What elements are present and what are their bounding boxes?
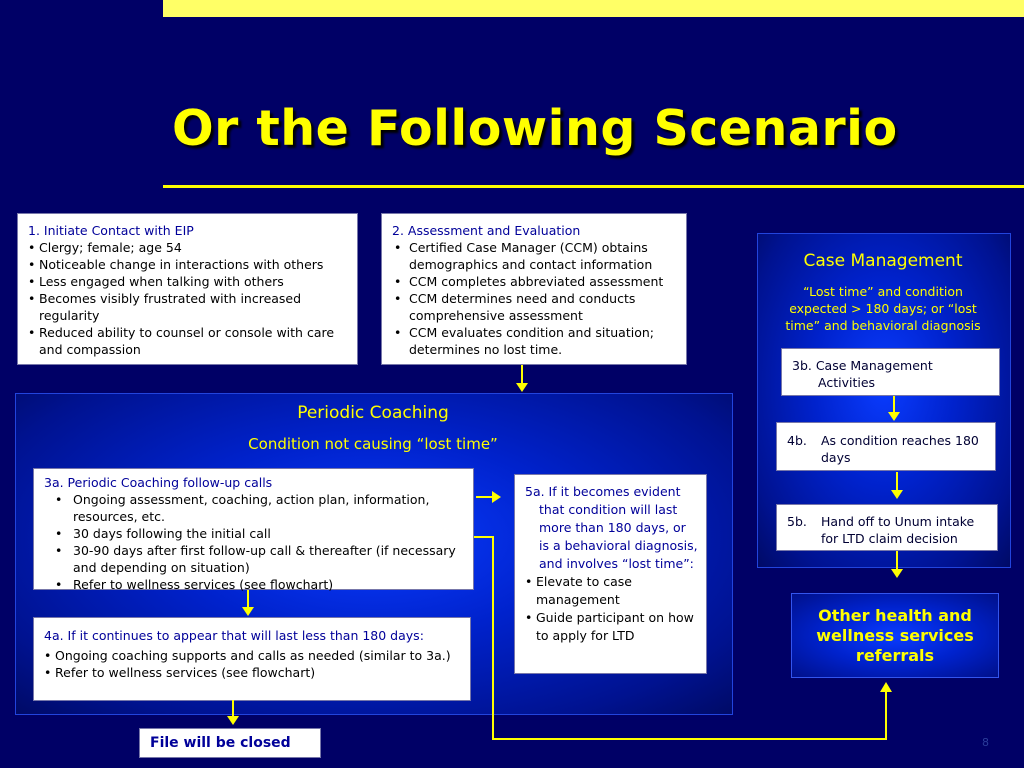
arrow-down-icon [241, 590, 255, 617]
file-closed-box [139, 728, 321, 758]
file-closed-label: File will be closed [150, 735, 291, 751]
list-item: • CCM determines need and conducts comprehensive assessment [392, 290, 678, 324]
case-management-activities-box [781, 348, 1000, 396]
elevate-box [514, 474, 707, 674]
condition-reaches-180-label: As condition reaches 180 days [821, 433, 979, 465]
assessment-list [392, 239, 678, 358]
initiate-contact-heading: 1. Initiate Contact with EIP [28, 223, 194, 238]
periodic-coaching-calls-heading: 3a. Periodic Coaching follow-up calls [44, 475, 273, 490]
less-than-180-days-box [33, 617, 471, 701]
initiate-contact-list [28, 239, 349, 358]
periodic-coaching-title: Periodic Coaching [297, 403, 449, 423]
list-item: • Elevate to case management [525, 573, 698, 609]
arrow-down-icon [890, 472, 904, 500]
list-item: • Becomes visibly frustrated with increased regularity [28, 290, 349, 324]
connector-line [492, 738, 887, 740]
arrow-down-icon [515, 365, 529, 393]
elevate-heading-text: 5a. If it becomes evident that condition will last more than 180 days, or is a behavioral diagnosis, and involves “lost time”: [525, 484, 698, 571]
list-item: • Ongoing assessment, coaching, action plan, information, resources, etc. [44, 491, 465, 525]
unum-handoff-row [787, 513, 989, 547]
slide-title: Or the Following Scenario [172, 100, 898, 157]
arrow-up-icon [879, 680, 893, 702]
case-management-title: Case Management [803, 251, 963, 271]
step-number: 5b. [787, 514, 807, 529]
arrow-down-icon [890, 551, 904, 579]
connector-line [492, 536, 494, 740]
connector-line [885, 700, 887, 740]
list-item: • Clergy; female; age 54 [28, 239, 349, 256]
unum-handoff-box [776, 504, 998, 551]
arrow-down-icon [226, 700, 240, 726]
list-item: • 30-90 days after first follow-up call & thereafter (if necessary and depending on situation) [44, 542, 465, 576]
list-item: • Less engaged when talking with others [28, 273, 349, 290]
periodic-coaching-calls-list [44, 491, 465, 593]
arrow-right-icon [476, 490, 502, 504]
arrow-down-icon [887, 396, 901, 422]
elevate-heading [525, 483, 698, 573]
list-item: • Noticeable change in interactions with others [28, 256, 349, 273]
wellness-referrals-box [791, 593, 999, 678]
case-management-subtitle: “Lost time” and condition expected > 180 days; or “lost time” and behavioral diagnosis [785, 284, 981, 333]
list-item: • Guide participant on how to apply for LTD [525, 609, 698, 645]
case-management-activities-label: 3b. Case Management Activities [792, 358, 933, 390]
title-underline [163, 185, 1024, 188]
step-number: 4b. [787, 433, 807, 448]
list-item: • Certified Case Manager (CCM) obtains demographics and contact information [392, 239, 678, 273]
unum-handoff-label: Hand off to Unum intake for LTD claim decision [821, 514, 975, 546]
list-item: • 30 days following the initial call [44, 525, 465, 542]
less-than-180-days-list [44, 647, 462, 681]
list-item: • Reduced ability to counsel or console with care and compassion [28, 324, 349, 358]
assessment-box [381, 213, 687, 365]
list-item: • CCM completes abbreviated assessment [392, 273, 678, 290]
wellness-referrals-label: Other health and wellness services referrals [816, 605, 974, 665]
periodic-coaching-subtitle: Condition not causing “lost time” [248, 435, 498, 453]
periodic-coaching-calls-box [33, 468, 474, 590]
list-item: • CCM evaluates condition and situation; determines no lost time. [392, 324, 678, 358]
list-item: • Refer to wellness services (see flowchart) [44, 576, 465, 593]
assessment-heading: 2. Assessment and Evaluation [392, 223, 581, 238]
page-number: 8 [982, 736, 989, 749]
connector-line [474, 536, 494, 538]
top-accent-bar [163, 0, 1024, 17]
condition-reaches-180-box [776, 422, 996, 471]
initiate-contact-box [17, 213, 358, 365]
elevate-list [525, 573, 698, 645]
less-than-180-days-heading: 4a. If it continues to appear that will last less than 180 days: [44, 628, 424, 643]
list-item: • Refer to wellness services (see flowchart) [44, 664, 462, 681]
list-item: • Ongoing coaching supports and calls as needed (similar to 3a.) [44, 647, 462, 664]
condition-reaches-180-row [787, 432, 987, 466]
